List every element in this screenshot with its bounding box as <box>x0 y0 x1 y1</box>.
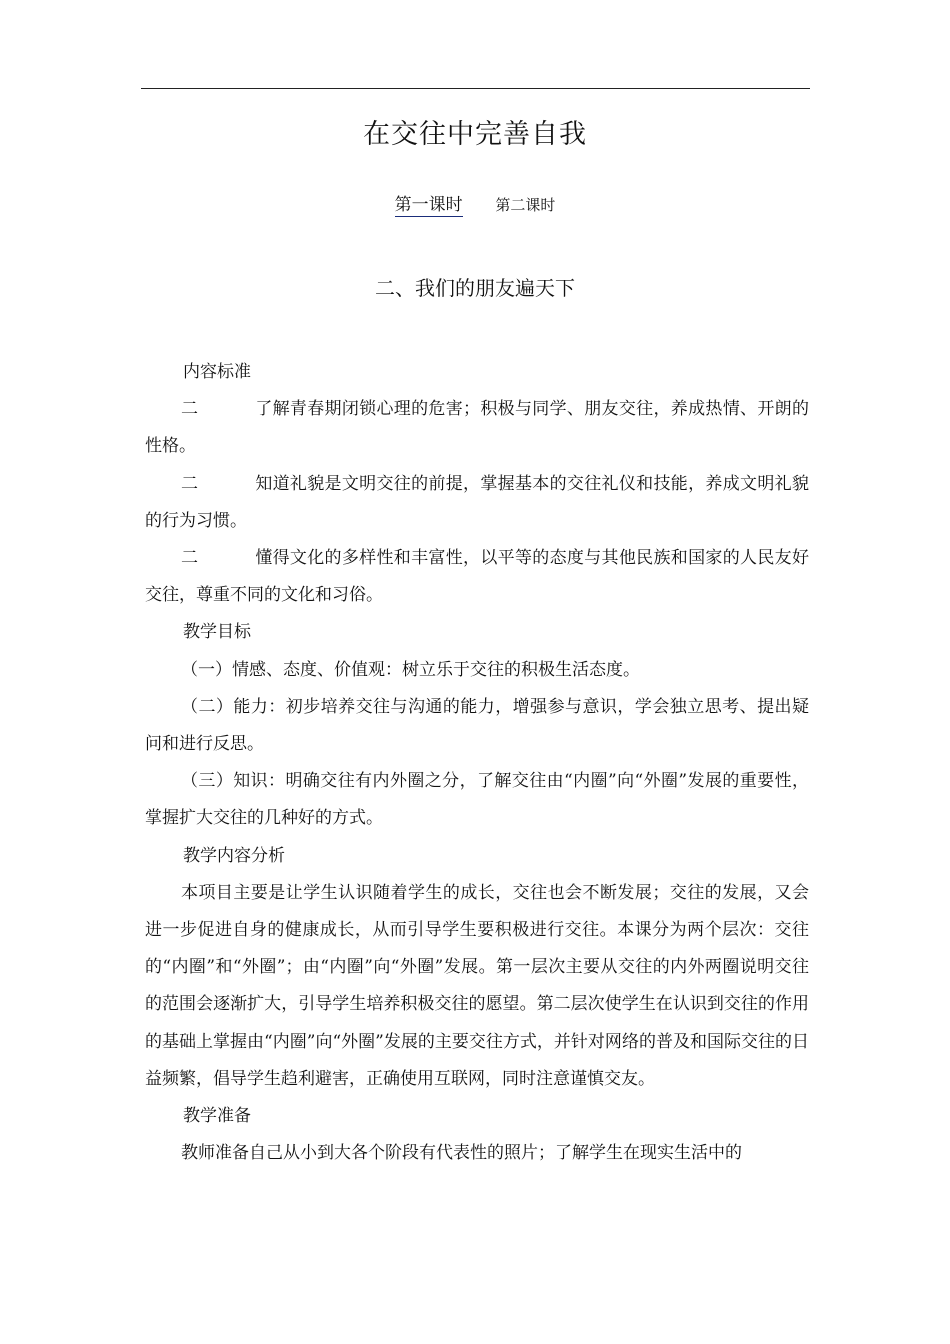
content-standard-item <box>145 540 809 614</box>
teaching-goal-item: （二）能力：初步培养交往与沟通的能力，增强参与意识，学会独立思考、提出疑问和进行反思。 <box>145 696 809 755</box>
teaching-goal-item: （三）知识：明确交往有内外圈之分，了解交往由“内圈”向“外圈”发展的重要性，掌握扩大交往的几种好的方式。 <box>145 771 809 829</box>
content-standard-item <box>145 391 809 465</box>
bullet-mark: 二 <box>181 473 198 494</box>
document-body <box>145 354 809 1172</box>
bullet-mark: 二 <box>181 399 198 420</box>
lesson-tabs <box>0 190 950 217</box>
tab-lesson-1[interactable]: 第一课时 <box>395 190 463 217</box>
content-standard-item <box>145 466 809 540</box>
teaching-goal-item: （一）情感、态度、价值观：树立乐于交往的积极生活态度。 <box>181 659 640 680</box>
content-standard-item-text: 懂得文化的多样性和丰富性，以平等的态度与其他民族和国家的人民友好交往，尊重不同的文化和习俗。 <box>145 548 809 606</box>
content-standard-heading: 内容标准 <box>183 362 251 382</box>
bullet-mark: 二 <box>181 548 198 569</box>
document-title: 在交往中完善自我 <box>363 119 587 150</box>
content-standard-item-text: 了解青春期闭锁心理的危害；积极与同学、朋友交往，养成热情、开朗的性格。 <box>145 399 809 457</box>
content-analysis-body: 本项目主要是让学生认识随着学生的成长，交往也会不断发展；交往的发展，又会进一步促进自身的健康成长，从而引导学生要积极进行交往。本课分为两个层次：交往的“内圈”和“外圈”；由“内圈”向“外圈”发展。第一层次主要从交往的内外两圈说明交往的范围会逐渐扩大，引导学生培养积极交往的愿望。第二层次使学生在认识到交往的作用的基础上掌握由“内圈”向“外圈”发展的主要交往方式，并针对网络的普及和国际交往的日益频繁，倡导学生趋利避害，正确使用互联网，同时注意谨慎交友。 <box>145 882 809 1089</box>
content-analysis-heading: 教学内容分析 <box>183 845 285 866</box>
section-subtitle: 二、我们的朋友遍天下 <box>375 276 575 300</box>
preparation-heading: 教学准备 <box>183 1106 251 1127</box>
preparation-body: 教师准备自己从小到大各个阶段有代表性的照片；了解学生在现实生活中的 <box>181 1143 742 1164</box>
content-standard-item-text: 知道礼貌是文明交往的前提，掌握基本的交往礼仪和技能，养成文明礼貌的行为习惯。 <box>145 473 809 531</box>
teaching-goals-heading: 教学目标 <box>183 622 251 643</box>
header-rule <box>141 88 810 89</box>
tab-lesson-2[interactable]: 第二课时 <box>495 196 556 214</box>
